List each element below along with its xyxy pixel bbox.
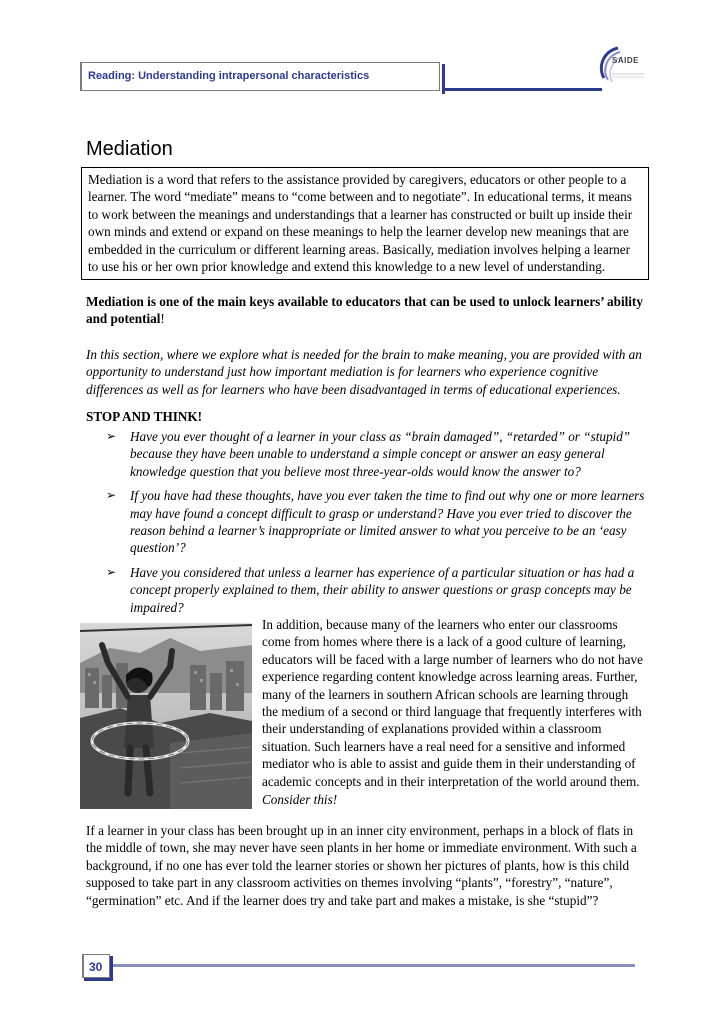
definition-box — [81, 167, 649, 280]
key-statement-end: ! — [160, 311, 165, 327]
header-rule — [445, 88, 602, 91]
arrow-bullet-icon: ➢ — [106, 488, 117, 503]
page-number-box — [82, 954, 110, 978]
consider-this: Consider this! — [262, 792, 338, 807]
running-header-title: Reading: Understanding intrapersonal characteristics — [88, 70, 370, 82]
list-item-text: Have you ever thought of a learner in your class as “brain damaged”, “retarded” or “stupid” because they have been unable to understand a simple concept or answer an easy general knowledge question that you believe most three-year-olds would know the answer to? — [130, 429, 631, 479]
list-item — [106, 564, 651, 616]
list-item — [106, 428, 651, 480]
arrow-bullet-icon: ➢ — [106, 429, 117, 443]
logo-wordmark: SAIDE — [612, 56, 639, 65]
closing-paragraph: If a learner in your class has been brought up in an inner city environment, perhaps in a block of flats in the middle of town, she may never have seen plants in her home or immediate environment. With such a background, if no one has ever told the learner stories or shown her pictures of plants, how is this child supposed to take part in any classroom activities on themes involving “plants”, “forestry”, “nature”, “germination” etc. And if the learner does try and take part and makes a mistake, is she “stupid”? — [86, 823, 637, 908]
list-item-text: If you have had these thoughts, have you ever taken the time to find out why one or more learners may have found a concept difficult to grasp or understand? Have you ever tried to discover the reason behind a learner’s inappropriate or limited answer to what you perceive to be an ‘easy question’? — [130, 488, 645, 556]
section-title: Mediation — [86, 138, 173, 160]
page-number: 30 — [89, 960, 103, 974]
photo-side-paragraph: In addition, because many of the learners who enter our classrooms come from homes where there is a lack of a good culture of learning, educators will be faced with a large number of learners who do not have experience regarding content knowledge across learning areas. Further, many of the learners in southern African schools are learning through the medium of a second or third language that frequently interferes with their understanding of explanations provided within a classroom situation. Such learners have a real need for a sensitive and informed mediator who is able to assist and guide them in their understanding of academic concepts and in their interpretation of the world around them. — [262, 617, 643, 789]
definition-text: Mediation is a word that refers to the assistance provided by caregivers, educators or other people to a learner. The word “mediate” means to “come between and to negotiate”. In educational terms, it means to work between the meanings and understandings that a learner has constructed or built up inside their own minds and extend or expand on these meanings to help the learner develop new meanings that are embedded in the curriculum or different learning areas. Basically, mediation involves helping a learner to use his or her own prior knowledge and extend this knowledge to a new level of understanding. — [88, 172, 633, 275]
key-statement — [86, 293, 646, 328]
list-item-text: Have you considered that unless a learner has experience of a particular situation or has had a concept properly explained to them, their ability to answer questions or grasp concepts may be impaired? — [130, 564, 635, 615]
key-statement-bold: Mediation is one of the main keys available to educators that can be used to unlock learners’ ability and potential — [86, 294, 643, 327]
list-item — [106, 487, 651, 557]
running-header-box — [80, 62, 440, 91]
stop-think-heading: STOP AND THINK! — [86, 409, 203, 424]
footer-shadow-horizontal — [84, 978, 113, 981]
intro-paragraph: In this section, where we explore what is needed for the brain to make meaning, you are provided with an opportunity to understand just how important mediation is for learners who experience cognitive differences as well as for learners who have been disadvantaged in terms of educational experiences. — [86, 347, 642, 397]
stop-think-list — [106, 428, 651, 623]
arrow-bullet-icon: ➢ — [106, 564, 117, 579]
footer-rule — [113, 964, 635, 967]
child-hula-hoop-photo — [80, 623, 252, 809]
